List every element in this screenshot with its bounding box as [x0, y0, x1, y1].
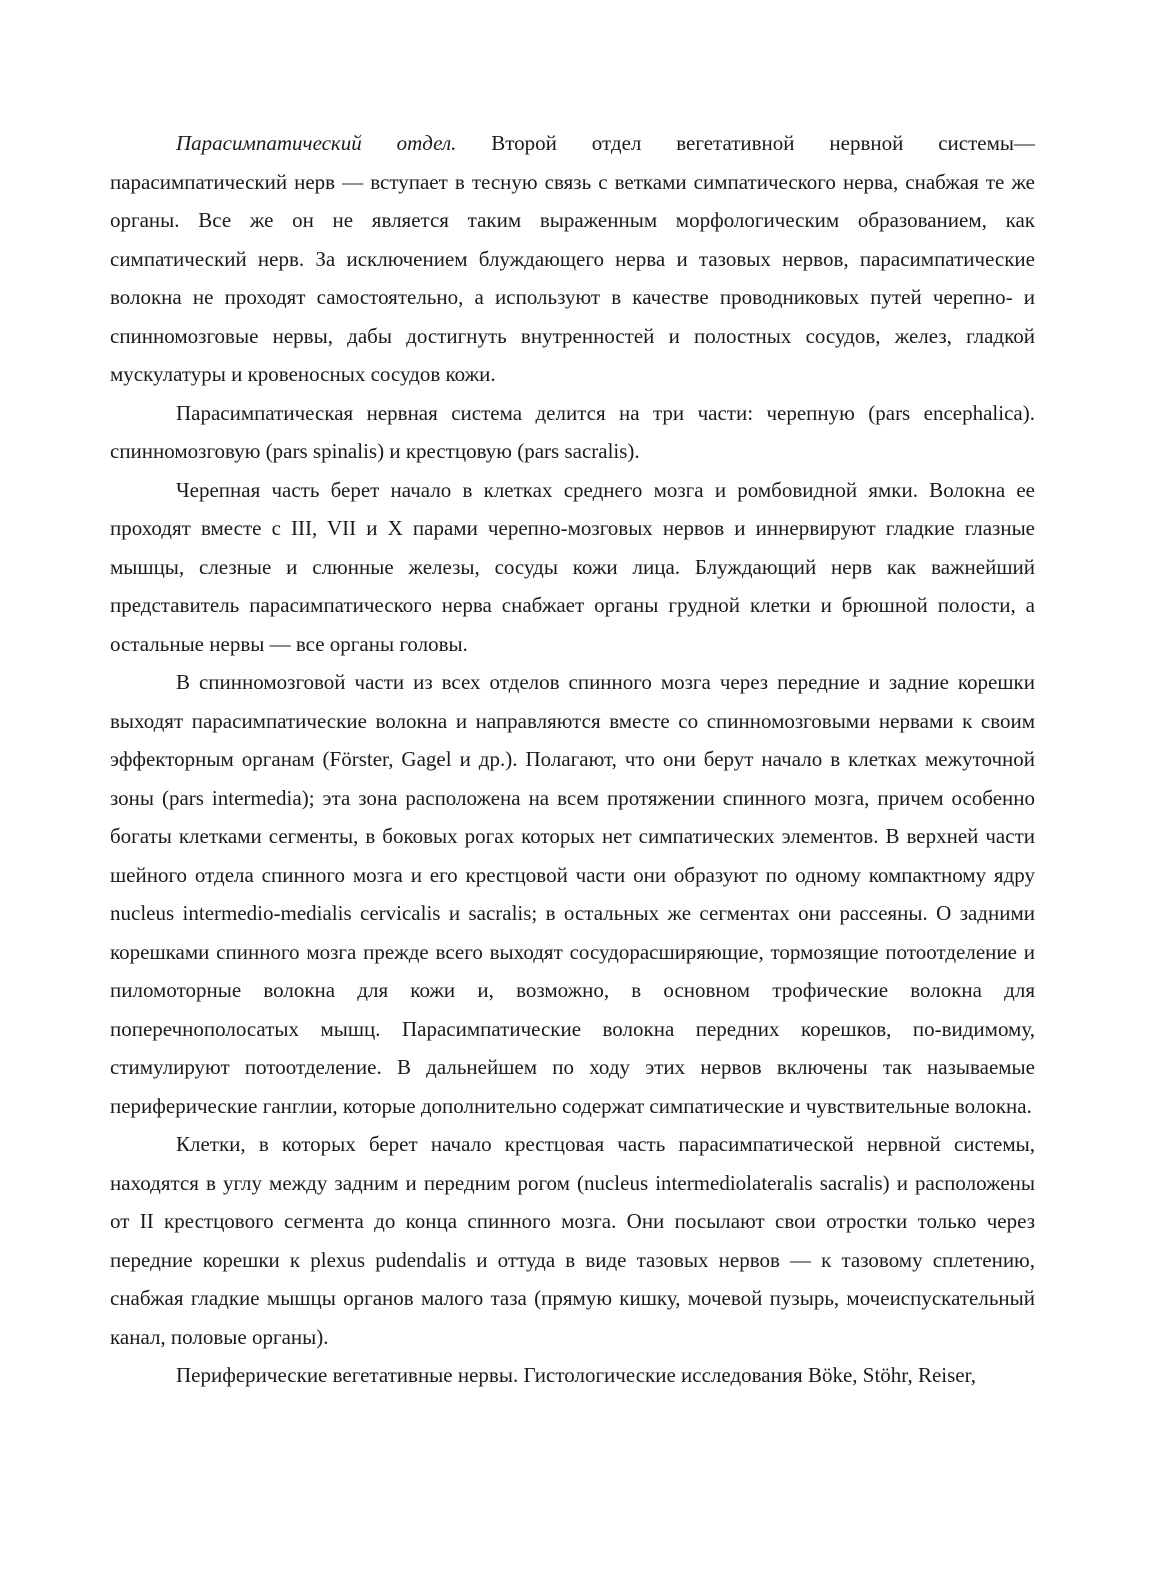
paragraph-text: Второй отдел вегетативной нервной системы— парасимпатический нерв — вступает в тесную связь с ветками симпатического нерва, снабжая те же органы. Все же он не является таким выраженным морфологическим образованием, как симпатический нерв. За исключением блуждающего нерва и тазовых нервов, парасимпатические волокна не проходят самостоятельно, а используют в качестве проводниковых путей черепно- и спинномозговые нервы, дабы достигнуть внутренностей и полостных сосудов, желез, гладкой мускулатуры и кровеносных сосудов кожи. [110, 131, 1035, 386]
paragraph-cranial-part: Черепная часть берет начало в клетках среднего мозга и ромбовидной ямки. Волокна ее проходят вместе с III, VII и X парами черепно-мозговых нервов и иннервируют гладкие глазные мышцы, слезные и слюнные железы, сосуды кожи лица. Блуждающий нерв как важнейший представитель парасимпатического нерва снабжает органы грудной клетки и брюшной полости, а остальные нервы — все органы головы. [110, 477, 1035, 656]
paragraph-peripheral-nerves: Периферические вегетативные нервы. Гистологические исследования Böke, Stöhr, Reiser, [176, 1363, 977, 1387]
document-page [110, 124, 1035, 1395]
section-lead-italic: Парасимпатический отдел. [176, 131, 457, 155]
paragraph-three-parts: Парасимпатическая нервная система делится на три части: черепную (pars encephalica). спинномозговую (pars spinalis) и крестцовую (pars sacralis). [110, 400, 1035, 463]
paragraph-parasympathetic-intro [110, 124, 1035, 394]
paragraph-spinal-part: В спинномозговой части из всех отделов спинного мозга через передние и задние корешки выходят парасимпатические волокна и направляются вместе со спинномозговыми нервами к своим эффекторным органам (Förster, Gagel и др.). Полагают, что они берут начало в клетках межуточной зоны (pars intermedia); эта зона расположена на всем протяжении спинного мозга, причем особенно богаты клетками сегменты, в боковых рогах которых нет симпатических элементов. В верхней части шейного отдела спинного мозга и его крестцовой части они образуют по одному компактному ядру nucleus intermedio-medialis cervicalis и sacralis; в остальных же сегментах они рассеяны. О задними корешками спинного мозга прежде всего выходят сосудорасширяющие, тормозящие потоотделение и пиломоторные волокна для кожи и, возможно, в основном трофические волокна для поперечнополосатых мышц. Парасимпатические волокна передних корешков, по-видимому, стимулируют потоотделение. В дальнейшем по ходу этих нервов включены так называемые периферические ганглии, которые дополнительно содержат симпатические и чувствительные волокна. [110, 670, 1035, 1118]
paragraph-sacral-part: Клетки, в которых берет начало крестцовая часть парасимпатической нервной системы, находятся в углу между задним и передним рогом (nucleus intermediolateralis sacralis) и расположены от II крестцового сегмента до конца спинного мозга. Они посылают свои отростки только через передние корешки к plexus pudendalis и оттуда в виде тазовых нервов — к тазовому сплетению, снабжая гладкие мышцы органов малого таза (прямую кишку, мочевой пузырь, мочеиспускательный канал, половые органы). [110, 1132, 1035, 1349]
